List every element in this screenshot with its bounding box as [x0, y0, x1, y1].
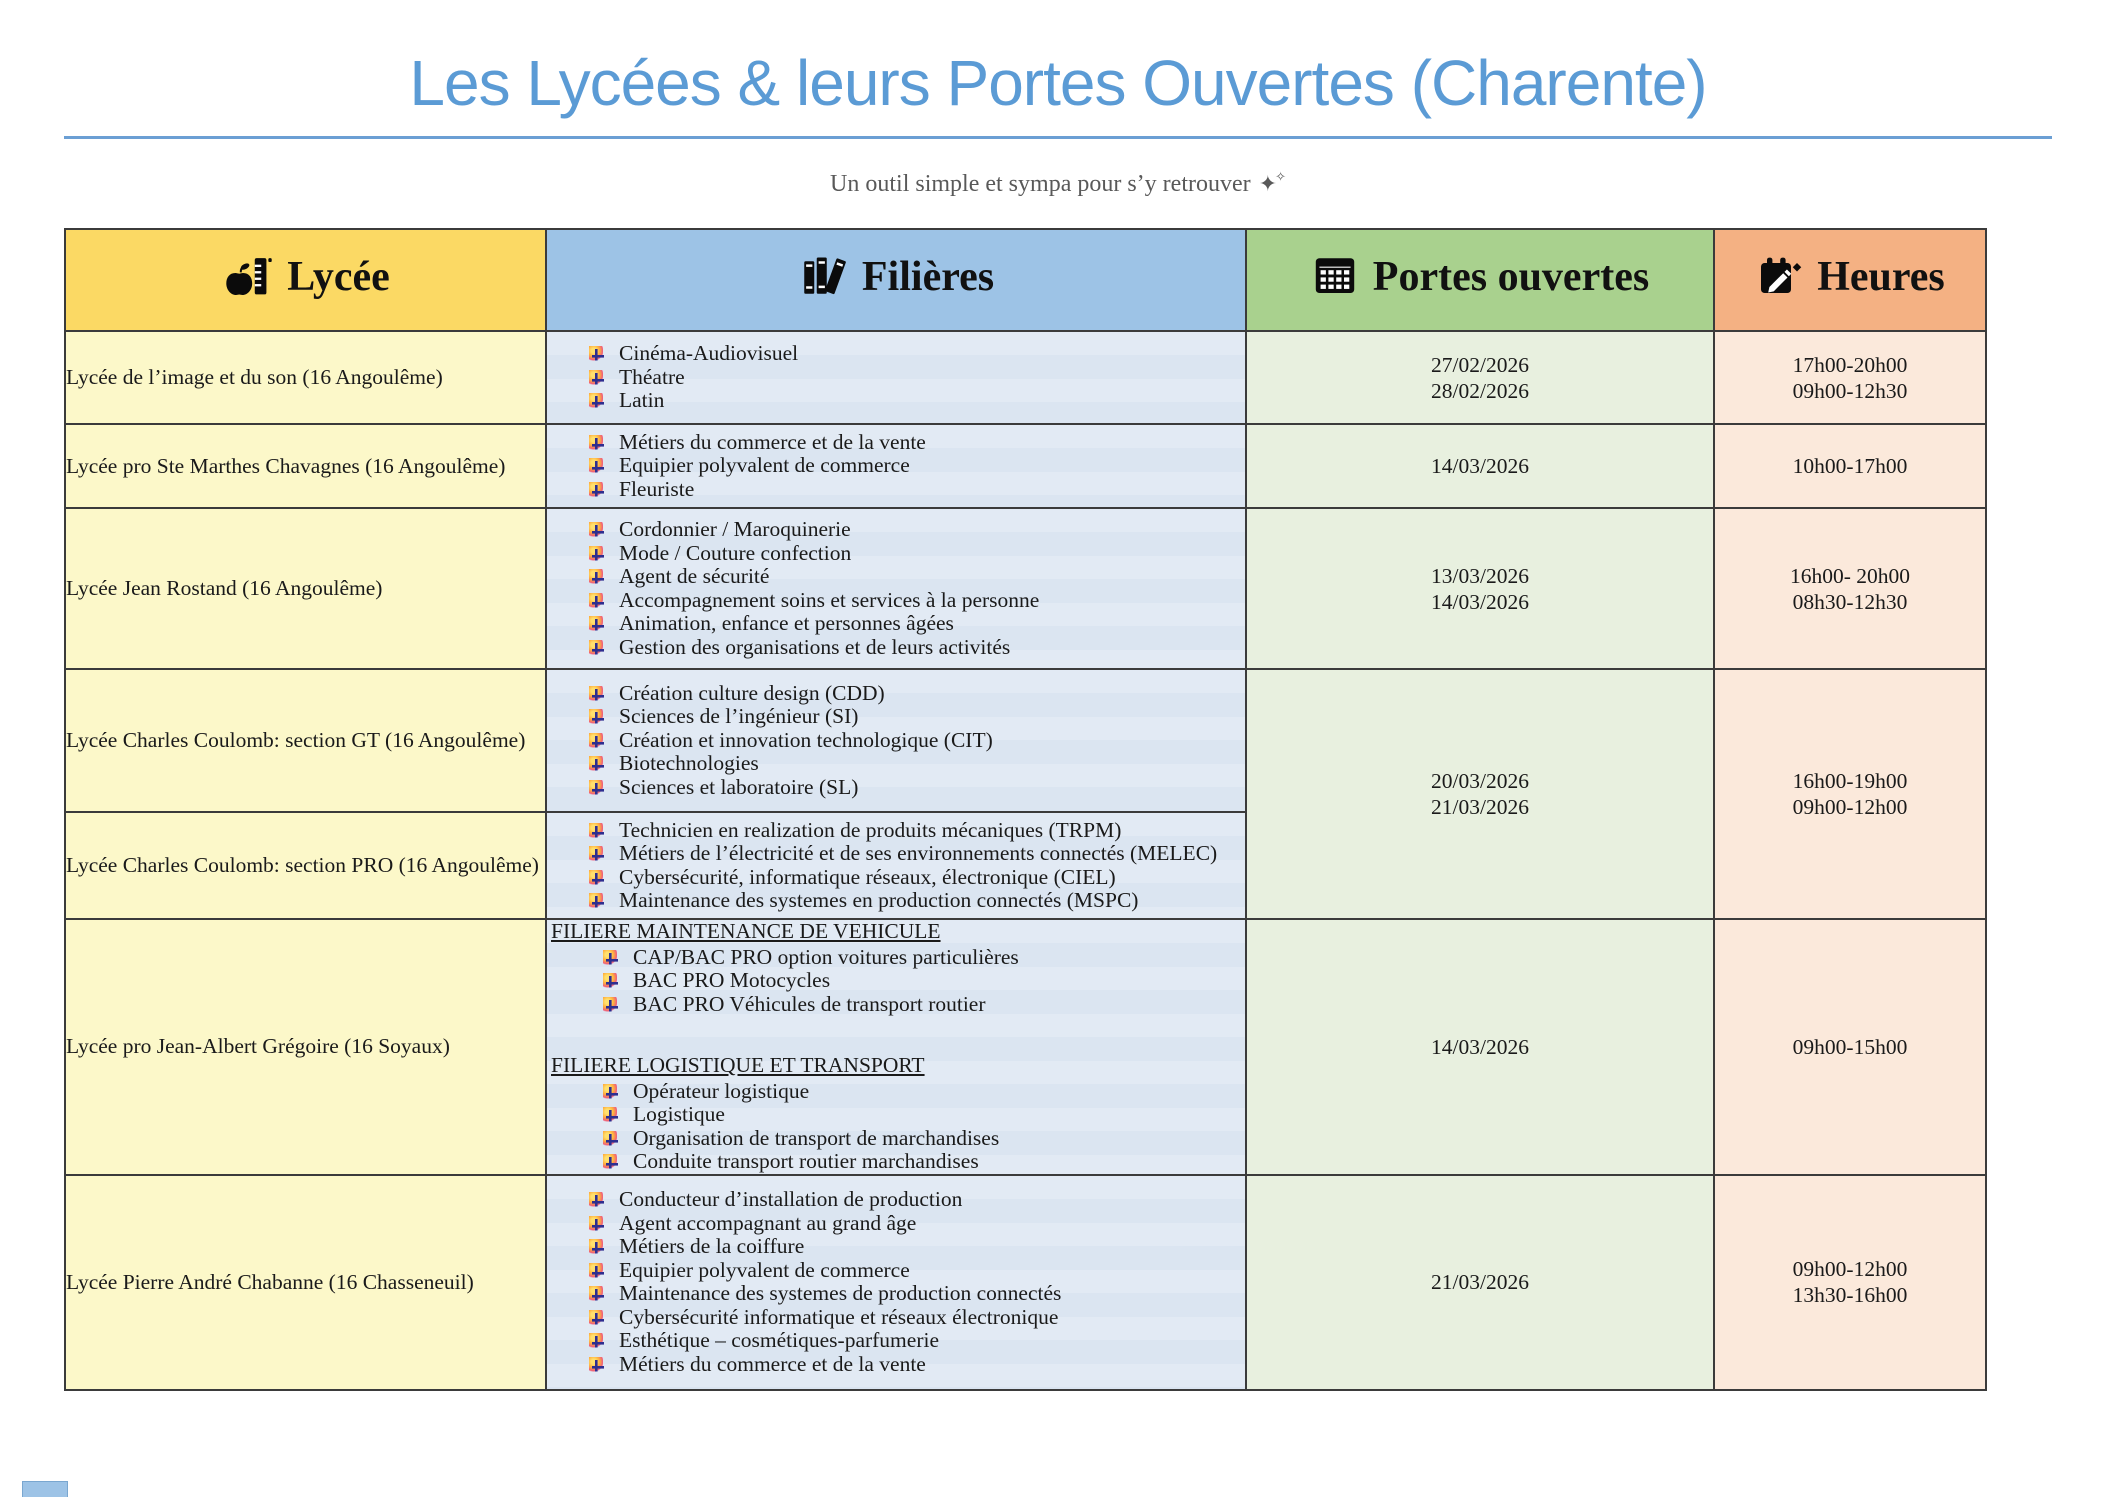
- filiere-group: [547, 819, 1245, 913]
- filiere-item: [547, 752, 1245, 776]
- header-label-portes: Portes ouvertes: [1372, 253, 1650, 300]
- hours-cell: [1714, 331, 1986, 424]
- subtitle-text: Un outil simple et sympa pour s’y retrouver: [830, 171, 1251, 197]
- filiere-item: [547, 366, 1245, 390]
- hour-line: 17h00-20h00: [1792, 352, 1908, 377]
- open-dates-cell: [1246, 508, 1714, 669]
- hours-cell: [1714, 508, 1986, 669]
- filiere-label: Gestion des organisations et de leurs activités: [619, 634, 1011, 659]
- filiere-label: Maintenance des systemes en production connectés (MSPC): [619, 888, 1139, 912]
- header-cell-heures: [1714, 229, 1986, 331]
- filiere-label: Métiers du commerce et de la vente: [619, 429, 926, 454]
- filiere-item: [547, 776, 1245, 800]
- table-row: [65, 669, 1986, 812]
- date-line: 27/02/2026: [1431, 352, 1529, 377]
- page-subtitle: [64, 169, 2052, 198]
- filieres-cell: [546, 331, 1246, 424]
- filiere-group: [547, 1188, 1245, 1376]
- bullet-icon: [603, 1131, 618, 1146]
- filiere-item: [547, 1150, 1245, 1174]
- filiere-label: Biotechnologies: [619, 751, 759, 776]
- header-cell-filieres: [546, 229, 1246, 331]
- bullet-icon: [589, 1263, 604, 1278]
- bullet-icon: [603, 1154, 618, 1169]
- lycee-name-cell: Lycée Jean Rostand (16 Angoulême): [65, 508, 546, 669]
- filiere-item: [547, 969, 1245, 993]
- filiere-label: Métiers de l’électricité et de ses environnements connectés (MELEC): [619, 841, 1218, 865]
- filiere-label: BAC PRO Motocycles: [633, 968, 831, 992]
- open-dates-cell: [1246, 1175, 1714, 1390]
- filiere-group: [547, 920, 1245, 1016]
- filiere-label: Création et innovation technologique (CIT): [619, 727, 993, 752]
- table-row: [65, 919, 1986, 1175]
- filiere-label: Métiers du commerce et de la vente: [619, 1351, 926, 1376]
- bullet-icon: [589, 1192, 604, 1207]
- bullet-icon: [589, 756, 604, 771]
- filieres-cell: [546, 919, 1246, 1175]
- filiere-label: Théatre: [619, 364, 685, 389]
- filiere-item: [547, 1282, 1245, 1306]
- filiere-label: Maintenance des systemes de production connectés: [619, 1281, 1062, 1305]
- filiere-item: [547, 518, 1245, 542]
- filiere-item: [547, 636, 1245, 660]
- filiere-item: [547, 431, 1245, 455]
- hour-line: 13h30-16h00: [1792, 1283, 1908, 1307]
- bullet-icon: [589, 1333, 604, 1348]
- hour-line: 09h00-12h30: [1792, 378, 1908, 403]
- filiere-item: [547, 612, 1245, 636]
- lycees-table: [64, 228, 1987, 1391]
- filiere-label: Fleuriste: [619, 476, 695, 501]
- filiere-item: [547, 589, 1245, 613]
- filiere-item: [547, 1353, 1245, 1377]
- filiere-item: [547, 819, 1245, 843]
- sparkle-small-icon: ✧: [1275, 169, 1286, 184]
- hours-cell: [1714, 919, 1986, 1175]
- table-row: [65, 424, 1986, 508]
- bullet-icon: [603, 1084, 618, 1099]
- filiere-label: Cordonnier / Maroquinerie: [619, 517, 851, 541]
- filiere-item: [547, 1329, 1245, 1353]
- bullet-icon: [589, 846, 604, 861]
- bullet-icon: [589, 435, 604, 450]
- filiere-label: Accompagnement soins et services à la personne: [619, 587, 1040, 612]
- filiere-label: Agent accompagnant au grand âge: [619, 1210, 917, 1235]
- date-line: 21/03/2026: [1431, 795, 1529, 819]
- header-label-heures: Heures: [1817, 253, 1945, 300]
- filiere-group: [547, 682, 1245, 800]
- filiere-item: [547, 1235, 1245, 1259]
- filiere-group: [547, 431, 1245, 502]
- filiere-item: [547, 1259, 1245, 1283]
- filiere-label: Conduite transport routier marchandises: [633, 1149, 979, 1173]
- date-line: 14/03/2026: [1431, 1034, 1529, 1059]
- filiere-label: Sciences de l’ingénieur (SI): [619, 704, 859, 729]
- bullet-icon: [589, 823, 604, 838]
- apple-ruler-icon: [221, 253, 273, 308]
- bullet-icon: [589, 893, 604, 908]
- filiere-item: [547, 866, 1245, 890]
- filiere-item: [547, 993, 1245, 1017]
- bullet-icon: [589, 593, 604, 608]
- bullet-icon: [603, 1107, 618, 1122]
- lycee-name-cell: Lycée Charles Coulomb: section PRO (16 Angoulême): [65, 812, 546, 919]
- filiere-label: Cinéma-Audiovisuel: [619, 341, 799, 366]
- filiere-item: [547, 389, 1245, 413]
- filiere-label: Agent de sécurité: [619, 564, 770, 588]
- filieres-cell: [546, 1175, 1246, 1390]
- filiere-label: Esthétique – cosmétiques-parfumerie: [619, 1328, 940, 1352]
- hours-cell: [1714, 424, 1986, 508]
- filiere-item: [547, 1306, 1245, 1330]
- filiere-label: Latin: [619, 388, 665, 413]
- header-cell-lycee: [65, 229, 546, 331]
- filiere-label: Création culture design (CDD): [619, 680, 885, 705]
- date-line: 28/02/2026: [1431, 378, 1529, 403]
- date-line: 14/03/2026: [1431, 454, 1529, 478]
- hours-cell: [1714, 669, 1986, 919]
- filiere-item: [547, 542, 1245, 566]
- bullet-icon: [589, 640, 604, 655]
- title-divider: [64, 136, 2052, 139]
- hour-line: 16h00- 20h00: [1789, 563, 1911, 588]
- filiere-label: Opérateur logistique: [633, 1078, 810, 1103]
- filieres-cell: [546, 812, 1246, 919]
- filiere-label: Organisation de transport de marchandises: [633, 1125, 1000, 1150]
- next-page-fragment: [22, 1481, 68, 1497]
- open-dates-cell: [1246, 669, 1714, 919]
- filiere-item: [547, 454, 1245, 478]
- date-line: 14/03/2026: [1431, 589, 1529, 614]
- lycee-name-cell: Lycée de l’image et du son (16 Angoulême): [65, 331, 546, 424]
- filieres-cell: [546, 424, 1246, 508]
- open-dates-cell: [1246, 919, 1714, 1175]
- filieres-cell: [546, 508, 1246, 669]
- hour-line: 09h00-12h00: [1792, 1257, 1908, 1281]
- bullet-icon: [589, 780, 604, 795]
- bullet-icon: [589, 1286, 604, 1301]
- bullet-icon: [589, 569, 604, 584]
- document-content: [64, 0, 2052, 1391]
- table-body: [65, 331, 1986, 1390]
- bullet-icon: [589, 482, 604, 497]
- bullet-icon: [589, 1216, 604, 1231]
- bullet-icon: [589, 1357, 604, 1372]
- date-line: 20/03/2026: [1431, 769, 1529, 793]
- filiere-item: [547, 842, 1245, 866]
- open-dates-cell: [1246, 331, 1714, 424]
- filiere-item: [547, 889, 1245, 913]
- filiere-label: Technicien en realization de produits mécaniques (TRPM): [619, 817, 1122, 842]
- hour-line: 09h00-15h00: [1792, 1034, 1908, 1059]
- filiere-item: [547, 1080, 1245, 1104]
- filiere-item: [547, 1212, 1245, 1236]
- bullet-icon: [589, 686, 604, 701]
- filiere-group: [547, 342, 1245, 413]
- filiere-group-heading: FILIERE MAINTENANCE DE VEHICULE: [551, 919, 941, 943]
- hour-line: 16h00-19h00: [1792, 769, 1908, 793]
- open-dates-cell: [1246, 424, 1714, 508]
- pencil-notepad-icon: [1755, 253, 1803, 308]
- lycee-name-cell: Lycée pro Ste Marthes Chavagnes (16 Angoulême): [65, 424, 546, 508]
- bullet-icon: [603, 973, 618, 988]
- bullet-icon: [589, 522, 604, 537]
- books-icon: [798, 253, 848, 308]
- table-row: [65, 508, 1986, 669]
- hour-line: 10h00-17h00: [1792, 454, 1908, 478]
- filiere-label: Cybersécurité, informatique réseaux, électronique (CIEL): [619, 864, 1116, 889]
- filiere-label: BAC PRO Véhicules de transport routier: [633, 991, 986, 1016]
- filiere-item: [547, 946, 1245, 970]
- bullet-icon: [589, 458, 604, 473]
- filiere-item: [547, 478, 1245, 502]
- filiere-item: [547, 565, 1245, 589]
- filiere-label: CAP/BAC PRO option voitures particulières: [633, 944, 1019, 969]
- filiere-item: [547, 342, 1245, 366]
- calendar-icon: [1311, 253, 1359, 308]
- filiere-label: Sciences et laboratoire (SL): [619, 774, 859, 799]
- sparkle-icon: ✦: [1258, 171, 1278, 196]
- filiere-group: [547, 518, 1245, 659]
- filiere-label: Equipier polyvalent de commerce: [619, 453, 910, 478]
- lycee-name-cell: Lycée pro Jean-Albert Grégoire (16 Soyaux): [65, 919, 546, 1175]
- date-line: 13/03/2026: [1431, 563, 1529, 588]
- filiere-item: [547, 1103, 1245, 1127]
- filiere-label: Equipier polyvalent de commerce: [619, 1257, 910, 1282]
- hours-cell: [1714, 1175, 1986, 1390]
- lycee-name-cell: Lycée Charles Coulomb: section GT (16 Angoulême): [65, 669, 546, 812]
- filiere-label: Animation, enfance et personnes âgées: [619, 611, 954, 635]
- bullet-icon: [589, 1239, 604, 1254]
- bullet-icon: [589, 393, 604, 408]
- bullet-icon: [589, 733, 604, 748]
- header-label-filieres: Filières: [861, 253, 995, 300]
- bullet-icon: [589, 709, 604, 724]
- header-cell-portes: [1246, 229, 1714, 331]
- filiere-group-heading: FILIERE LOGISTIQUE ET TRANSPORT: [551, 1053, 925, 1077]
- bullet-icon: [603, 997, 618, 1012]
- filiere-label: Logistique: [633, 1102, 725, 1126]
- filiere-item: [547, 682, 1245, 706]
- table-header: [65, 229, 1986, 331]
- page-title: Les Lycées & leurs Portes Ouvertes (Charente): [409, 47, 1707, 119]
- filiere-label: Conducteur d’installation de production: [619, 1187, 963, 1211]
- table-row: [65, 1175, 1986, 1390]
- date-line: 21/03/2026: [1431, 1270, 1529, 1294]
- filiere-item: [547, 705, 1245, 729]
- filiere-item: [547, 1127, 1245, 1151]
- filiere-label: Mode / Couture confection: [619, 540, 852, 565]
- filiere-item: [547, 1188, 1245, 1212]
- filiere-group: [547, 1054, 1245, 1174]
- bullet-icon: [589, 870, 604, 885]
- hour-line: 08h30-12h30: [1792, 589, 1908, 614]
- header-label-lycee: Lycée: [287, 253, 390, 300]
- bullet-icon: [603, 950, 618, 965]
- filiere-label: Cybersécurité informatique et réseaux électronique: [619, 1304, 1059, 1329]
- bullet-icon: [589, 370, 604, 385]
- filieres-cell: [546, 669, 1246, 812]
- hour-line: 09h00-12h00: [1792, 795, 1908, 819]
- filiere-item: [547, 729, 1245, 753]
- lycee-name-cell: Lycée Pierre André Chabanne (16 Chasseneuil): [65, 1175, 546, 1390]
- filiere-label: Métiers de la coiffure: [619, 1234, 805, 1258]
- table-row: [65, 331, 1986, 424]
- bullet-icon: [589, 346, 604, 361]
- bullet-icon: [589, 616, 604, 631]
- bullet-icon: [589, 546, 604, 561]
- bullet-icon: [589, 1310, 604, 1325]
